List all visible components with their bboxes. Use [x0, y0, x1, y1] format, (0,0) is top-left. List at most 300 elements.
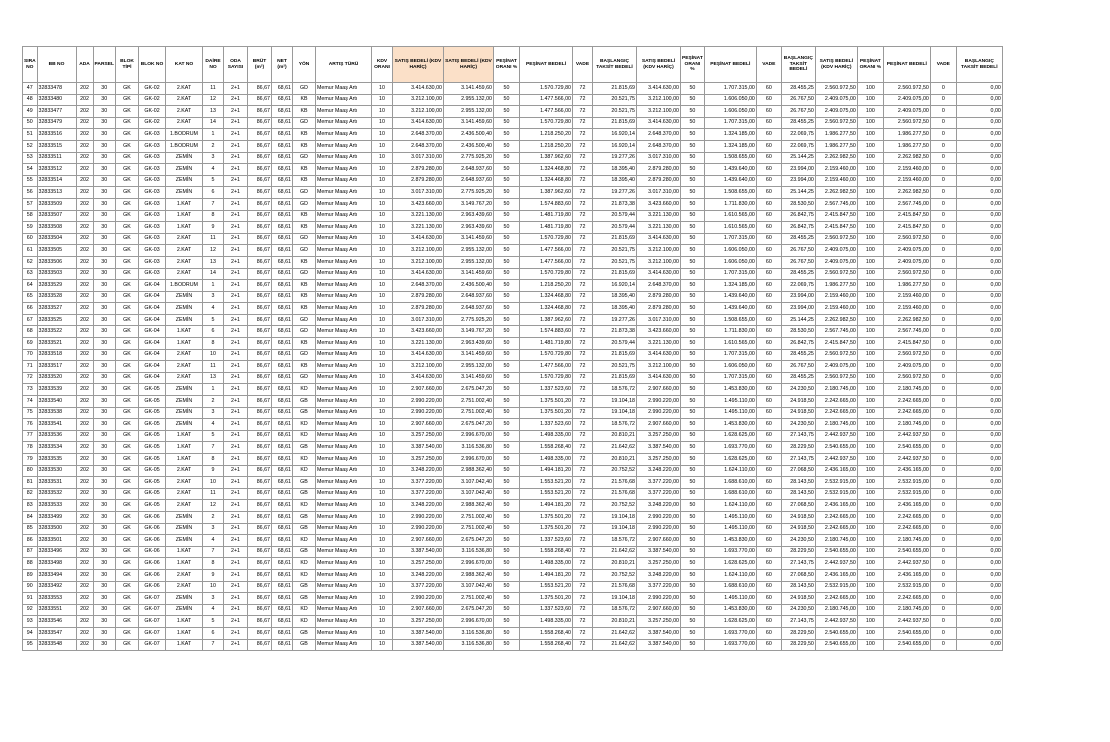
column-header: KAT NO	[166, 47, 203, 83]
table-cell: 18.395,40	[593, 291, 637, 303]
column-header: VADE	[756, 47, 781, 83]
table-cell: 2.648.370,00	[637, 129, 681, 141]
table-cell: 2.KAT	[166, 569, 203, 581]
table-cell: 2.436.165,00	[883, 569, 930, 581]
table-cell: KB	[293, 361, 316, 373]
table-cell: 30	[93, 106, 115, 118]
table-cell: 86,67	[248, 245, 272, 257]
table-cell: 202	[76, 268, 93, 280]
table-cell: 50	[681, 581, 705, 593]
table-cell: 0,00	[956, 210, 1002, 222]
table-cell: 20.521,75	[593, 361, 637, 373]
table-cell: 3.414.630,00	[637, 372, 681, 384]
table-cell: 3.387.540,00	[393, 442, 444, 454]
table-cell: 1.KAT	[166, 210, 203, 222]
column-header: ADA	[76, 47, 93, 83]
table-cell: 3.257.250,00	[637, 454, 681, 466]
table-cell: 5	[203, 616, 224, 628]
table-cell: KB	[293, 140, 316, 152]
table-cell: 72	[573, 500, 593, 512]
table-cell: 86,67	[248, 442, 272, 454]
table-cell: 26.767,50	[781, 106, 815, 118]
table-cell: 1.688.610,00	[704, 488, 756, 500]
table-cell: 0	[930, 372, 956, 384]
table-cell: 72	[573, 407, 593, 419]
table-cell: 86,67	[248, 106, 272, 118]
table-cell: GK-02	[139, 106, 166, 118]
table-cell: 32833536	[37, 430, 76, 442]
table-row	[23, 338, 1003, 350]
table-cell: 50	[494, 523, 520, 535]
table-cell: 0	[930, 477, 956, 489]
table-cell: 2.409.075,00	[815, 245, 857, 257]
table-cell: 72	[573, 198, 593, 210]
table-cell: 2.KAT	[166, 465, 203, 477]
table-cell: 10	[372, 535, 393, 547]
table-cell: 2.879.280,00	[393, 291, 444, 303]
table-cell: 10	[372, 256, 393, 268]
table-cell: 3.248.220,00	[393, 500, 444, 512]
table-cell: 68,61	[272, 616, 293, 628]
table-cell: 3.257.250,00	[637, 558, 681, 570]
table-cell: 202	[76, 569, 93, 581]
table-cell: 4	[203, 164, 224, 176]
table-cell: Memur Maaş Artı	[316, 581, 372, 593]
table-cell: 20.752,52	[593, 569, 637, 581]
table-cell: GK-04	[139, 338, 166, 350]
table-cell: 10	[372, 291, 393, 303]
table-cell: 202	[76, 604, 93, 616]
table-cell: 1.574.883,60	[520, 326, 573, 338]
table-cell: 10	[372, 523, 393, 535]
table-cell: 2+1	[224, 581, 248, 593]
table-cell: 0	[930, 384, 956, 396]
table-cell: GK	[116, 546, 139, 558]
table-cell: 100	[857, 83, 883, 95]
table-cell: 3.248.220,00	[637, 500, 681, 512]
table-cell: 19.104,18	[593, 523, 637, 535]
table-cell: GK	[116, 198, 139, 210]
table-cell: GK-04	[139, 349, 166, 361]
table-cell: 20.810,21	[593, 430, 637, 442]
table-cell: 53	[23, 152, 38, 164]
table-cell: 11	[203, 83, 224, 95]
table-cell: 2.442.937,50	[815, 430, 857, 442]
table-cell: 56	[23, 187, 38, 199]
table-cell: 51	[23, 129, 38, 141]
table-cell: 60	[756, 488, 781, 500]
table-cell: 2	[203, 396, 224, 408]
table-cell: 100	[857, 500, 883, 512]
table-cell: 21.815,69	[593, 83, 637, 95]
table-cell: GB	[293, 593, 316, 605]
table-cell: 1.375.501,20	[520, 407, 573, 419]
table-cell: 202	[76, 280, 93, 292]
table-cell: 68,61	[272, 106, 293, 118]
table-cell: 50	[681, 604, 705, 616]
table-cell: 0,00	[956, 326, 1002, 338]
table-cell: 32833504	[37, 233, 76, 245]
table-cell: KB	[293, 291, 316, 303]
table-row	[23, 280, 1003, 292]
table-cell: 30	[93, 140, 115, 152]
table-cell: 2.955.132,00	[444, 245, 494, 257]
table-cell: GK-04	[139, 291, 166, 303]
table-cell: GK-05	[139, 488, 166, 500]
table-cell: Memur Maaş Artı	[316, 326, 372, 338]
table-cell: 1.495.110,00	[704, 511, 756, 523]
table-row	[23, 233, 1003, 245]
table-cell: 0	[930, 268, 956, 280]
table-cell: 2.567.745,00	[815, 326, 857, 338]
table-cell: Memur Maaş Artı	[316, 442, 372, 454]
table-cell: 2.560.972,50	[815, 117, 857, 129]
table-cell: GK	[116, 419, 139, 431]
table-cell: KD	[293, 616, 316, 628]
table-cell: 5	[203, 430, 224, 442]
table-cell: 50	[494, 140, 520, 152]
table-cell: GK	[116, 129, 139, 141]
table-cell: 50	[681, 384, 705, 396]
table-cell: 3.414.630,00	[393, 268, 444, 280]
table-cell: 11	[203, 488, 224, 500]
table-cell: 3.257.250,00	[637, 616, 681, 628]
table-cell: 0,00	[956, 430, 1002, 442]
table-cell: 30	[93, 210, 115, 222]
table-cell: 50	[494, 361, 520, 373]
table-cell: KB	[293, 164, 316, 176]
table-cell: 50	[494, 465, 520, 477]
table-cell: 32833548	[37, 639, 76, 651]
table-cell: 32833515	[37, 140, 76, 152]
table-cell: 1.628.625,00	[704, 454, 756, 466]
table-cell: GK	[116, 303, 139, 315]
table-cell: 0	[930, 83, 956, 95]
table-cell: 86,67	[248, 407, 272, 419]
table-cell: 30	[93, 616, 115, 628]
table-cell: 1.570.729,80	[520, 117, 573, 129]
table-cell: 2.988.362,40	[444, 569, 494, 581]
table-cell: 2	[203, 140, 224, 152]
table-cell: 20.810,21	[593, 616, 637, 628]
table-cell: 32833501	[37, 535, 76, 547]
table-cell: 0,00	[956, 256, 1002, 268]
table-cell: 100	[857, 303, 883, 315]
table-cell: 2.442.937,50	[883, 454, 930, 466]
table-cell: GK-03	[139, 175, 166, 187]
table-cell: 100	[857, 314, 883, 326]
table-cell: 50	[681, 546, 705, 558]
table-cell: 3.414.630,00	[393, 349, 444, 361]
table-cell: GK	[116, 581, 139, 593]
column-header: BRÜT (m²)	[248, 47, 272, 83]
table-cell: 0,00	[956, 314, 1002, 326]
table-cell: 60	[756, 535, 781, 547]
table-cell: 202	[76, 593, 93, 605]
table-cell: 2+1	[224, 430, 248, 442]
column-header: YÖN	[293, 47, 316, 83]
table-cell: 100	[857, 233, 883, 245]
table-cell: 28.530,50	[781, 326, 815, 338]
table-cell: 68,61	[272, 372, 293, 384]
table-cell: 2+1	[224, 384, 248, 396]
table-cell: 0	[930, 198, 956, 210]
table-cell: GK-03	[139, 210, 166, 222]
table-cell: 72	[573, 210, 593, 222]
table-cell: 32833499	[37, 511, 76, 523]
table-row	[23, 303, 1003, 315]
table-cell: 2.675.047,20	[444, 604, 494, 616]
column-header: SATIŞ BEDELİ (KDV HARİÇ)	[393, 47, 444, 83]
table-cell: 2.KAT	[166, 361, 203, 373]
table-cell: GB	[293, 523, 316, 535]
table-cell: 72	[573, 129, 593, 141]
table-cell: Memur Maaş Artı	[316, 535, 372, 547]
table-cell: 0	[930, 245, 956, 257]
table-cell: 95	[23, 639, 38, 651]
table-cell: 10	[372, 175, 393, 187]
table-cell: 1.553.521,20	[520, 477, 573, 489]
table-cell: 68,61	[272, 349, 293, 361]
column-header: SATIŞ BEDELİ (KDV HARİÇ)	[637, 47, 681, 83]
table-cell: 3.212.100,00	[637, 106, 681, 118]
table-cell: 72	[23, 372, 38, 384]
table-row	[23, 349, 1003, 361]
table-cell: 32833522	[37, 326, 76, 338]
table-cell: 3.141.459,60	[444, 117, 494, 129]
table-cell: 20.521,75	[593, 245, 637, 257]
table-cell: 50	[681, 535, 705, 547]
table-cell: 100	[857, 593, 883, 605]
table-cell: KD	[293, 500, 316, 512]
table-cell: 3.377.220,00	[393, 488, 444, 500]
table-cell: 2.879.280,00	[393, 303, 444, 315]
table-cell: 2+1	[224, 256, 248, 268]
table-cell: 202	[76, 233, 93, 245]
table-cell: 32833551	[37, 604, 76, 616]
table-cell: 1.498.335,00	[520, 558, 573, 570]
table-cell: 1.324.185,00	[704, 129, 756, 141]
table-cell: 2.879.280,00	[637, 175, 681, 187]
table-cell: 1.606.050,00	[704, 361, 756, 373]
table-cell: 1.688.610,00	[704, 477, 756, 489]
table-cell: 60	[756, 198, 781, 210]
table-cell: 2+1	[224, 604, 248, 616]
table-row	[23, 140, 1003, 152]
table-cell: 73	[23, 384, 38, 396]
table-cell: 60	[756, 164, 781, 176]
table-cell: 0,00	[956, 396, 1002, 408]
table-cell: 3.423.660,00	[393, 326, 444, 338]
table-cell: 0,00	[956, 140, 1002, 152]
table-cell: 60	[756, 152, 781, 164]
table-cell: 59	[23, 222, 38, 234]
table-cell: 72	[573, 639, 593, 651]
table-cell: 2.180.745,00	[883, 535, 930, 547]
table-cell: 0,00	[956, 198, 1002, 210]
table-cell: 1.693.770,00	[704, 442, 756, 454]
table-cell: 0	[930, 222, 956, 234]
table-cell: 50	[681, 187, 705, 199]
table-cell: 2.648.370,00	[393, 140, 444, 152]
table-cell: 0,00	[956, 604, 1002, 616]
table-cell: 2.409.075,00	[883, 106, 930, 118]
table-cell: GK	[116, 94, 139, 106]
table-cell: 1.KAT	[166, 338, 203, 350]
table-cell: 32833527	[37, 303, 76, 315]
table-cell: 1	[203, 129, 224, 141]
table-cell: 60	[756, 581, 781, 593]
table-cell: 2.KAT	[166, 117, 203, 129]
table-cell: GK-05	[139, 442, 166, 454]
table-cell: 24.230,50	[781, 384, 815, 396]
table-cell: GK-05	[139, 500, 166, 512]
table-cell: 68,61	[272, 500, 293, 512]
table-cell: GK-05	[139, 407, 166, 419]
table-row	[23, 94, 1003, 106]
table-cell: 0	[930, 396, 956, 408]
table-cell: 2.648.370,00	[637, 140, 681, 152]
table-cell: 0,00	[956, 569, 1002, 581]
table-cell: 72	[573, 419, 593, 431]
table-cell: GK-06	[139, 581, 166, 593]
table-cell: 100	[857, 210, 883, 222]
table-cell: 2.409.075,00	[815, 94, 857, 106]
table-row	[23, 558, 1003, 570]
table-cell: GK	[116, 407, 139, 419]
table-cell: 68,61	[272, 581, 293, 593]
table-cell: 86,67	[248, 326, 272, 338]
table-cell: 68,61	[272, 407, 293, 419]
table-cell: 20.521,75	[593, 94, 637, 106]
table-cell: 68,61	[272, 314, 293, 326]
table-cell: 60	[756, 117, 781, 129]
table-cell: 3.221.130,00	[637, 222, 681, 234]
table-cell: 100	[857, 384, 883, 396]
table-cell: 1.KAT	[166, 616, 203, 628]
table-cell: 27.143,75	[781, 430, 815, 442]
table-cell: 50	[681, 83, 705, 95]
table-cell: 25.144,25	[781, 187, 815, 199]
table-cell: 89	[23, 569, 38, 581]
table-cell: 0	[930, 303, 956, 315]
table-cell: 28.143,50	[781, 581, 815, 593]
table-cell: GK	[116, 175, 139, 187]
table-cell: 60	[756, 500, 781, 512]
table-cell: 32833508	[37, 222, 76, 234]
table-cell: 60	[756, 442, 781, 454]
table-cell: 70	[23, 349, 38, 361]
table-cell: 2	[203, 511, 224, 523]
table-cell: 2.KAT	[166, 83, 203, 95]
table-cell: GK	[116, 222, 139, 234]
table-cell: 30	[93, 94, 115, 106]
table-cell: 2.242.665,00	[815, 523, 857, 535]
table-cell: 50	[681, 419, 705, 431]
table-cell: 100	[857, 117, 883, 129]
table-cell: 50	[681, 372, 705, 384]
table-cell: 22.069,75	[781, 129, 815, 141]
table-cell: 4	[203, 303, 224, 315]
table-cell: 2.532.915,00	[815, 581, 857, 593]
table-cell: GK	[116, 500, 139, 512]
table-cell: 86,67	[248, 604, 272, 616]
table-cell: 0	[930, 291, 956, 303]
table-cell: Memur Maaş Artı	[316, 604, 372, 616]
table-cell: 10	[372, 372, 393, 384]
table-cell: 2.567.745,00	[815, 198, 857, 210]
table-cell: 2.560.972,50	[883, 349, 930, 361]
table-cell: GK	[116, 372, 139, 384]
table-cell: 60	[756, 419, 781, 431]
table-cell: 50	[494, 222, 520, 234]
table-cell: 30	[93, 465, 115, 477]
table-cell: 3.387.540,00	[637, 546, 681, 558]
table-cell: 32833479	[37, 117, 76, 129]
column-header: ODA SAYISI	[224, 47, 248, 83]
table-cell: 1.337.523,60	[520, 604, 573, 616]
table-cell: 202	[76, 465, 93, 477]
table-cell: 30	[93, 129, 115, 141]
table-cell: 91	[23, 593, 38, 605]
table-cell: GK	[116, 430, 139, 442]
table-cell: GD	[293, 326, 316, 338]
table-cell: 202	[76, 511, 93, 523]
table-cell: ZEMİN	[166, 511, 203, 523]
table-cell: 2.675.047,20	[444, 384, 494, 396]
table-cell: 100	[857, 442, 883, 454]
table-cell: 1.KAT	[166, 558, 203, 570]
table-cell: 50	[494, 349, 520, 361]
table-cell: 202	[76, 546, 93, 558]
table-cell: 20.579,44	[593, 338, 637, 350]
table-cell: 3.423.660,00	[637, 198, 681, 210]
table-cell: 86,67	[248, 616, 272, 628]
table-cell: 202	[76, 488, 93, 500]
table-cell: 3.116.536,80	[444, 627, 494, 639]
table-cell: 2.990.220,00	[393, 523, 444, 535]
table-cell: 0	[930, 210, 956, 222]
table-cell: 25.144,25	[781, 314, 815, 326]
table-cell: 0,00	[956, 164, 1002, 176]
table-cell: KB	[293, 106, 316, 118]
table-cell: 1.337.523,60	[520, 419, 573, 431]
table-cell: 28.455,25	[781, 83, 815, 95]
table-cell: 86,67	[248, 233, 272, 245]
table-cell: 32833492	[37, 581, 76, 593]
table-cell: GK	[116, 535, 139, 547]
column-header: BLOK NO	[139, 47, 166, 83]
table-cell: GB	[293, 488, 316, 500]
table-cell: 68,61	[272, 454, 293, 466]
table-cell: 60	[756, 222, 781, 234]
table-cell: 3.017.310,00	[393, 187, 444, 199]
table-cell: 68,61	[272, 511, 293, 523]
table-cell: 0,00	[956, 338, 1002, 350]
table-cell: 19.277,26	[593, 152, 637, 164]
table-cell: 202	[76, 164, 93, 176]
table-cell: 50	[681, 558, 705, 570]
table-cell: 10	[372, 187, 393, 199]
table-cell: 30	[93, 488, 115, 500]
table-cell: 0,00	[956, 535, 1002, 547]
table-cell: 2+1	[224, 280, 248, 292]
table-cell: 68	[23, 326, 38, 338]
table-cell: 2.879.280,00	[637, 164, 681, 176]
table-cell: 10	[372, 129, 393, 141]
table-cell: 2+1	[224, 303, 248, 315]
table-cell: 76	[23, 419, 38, 431]
